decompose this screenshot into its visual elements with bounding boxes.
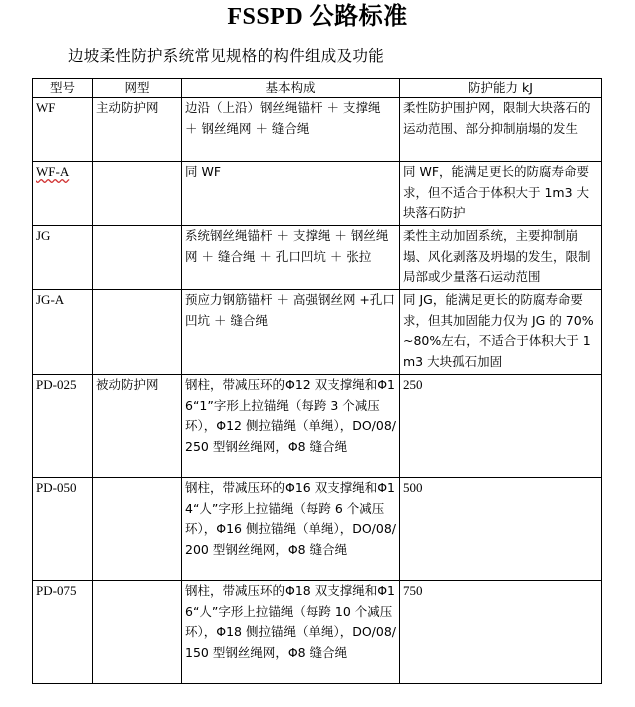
net-type-cell: [93, 162, 182, 226]
table-row: [33, 581, 602, 684]
net-type-cell: [93, 226, 182, 290]
capacity-cell: 750: [400, 581, 602, 684]
document-title: FSSPD 公路标准: [227, 4, 408, 30]
composition-cell: 钢柱，带减压环的Φ18 双支撑绳和Φ16“人”字形上拉锚绳（每跨 10 个减压环），Φ18 侧拉锚绳（单绳），DO/08/150 型钢丝绳网，Φ8 缝合绳: [182, 581, 400, 684]
capacity-cell: 同 WF，能满足更长的防腐寿命要求，但不适合于体积大于 1m3 大块落石防护: [400, 162, 602, 226]
model-cell: PD-075: [33, 581, 93, 684]
table-row: [33, 290, 602, 375]
composition-cell: 预应力钢筋锚杆 ＋ 高强钢丝网 +孔口凹坑 ＋ 缝合绳: [182, 290, 400, 375]
capacity-cell: 500: [400, 478, 602, 581]
model-cell: PD-050: [33, 478, 93, 581]
table-row: [33, 478, 602, 581]
header-model: 型号: [33, 79, 93, 98]
net-type-cell: 被动防护网: [93, 375, 182, 478]
table-row: [33, 98, 602, 162]
table-row: [33, 375, 602, 478]
header-composition: 基本构成: [182, 79, 400, 98]
composition-cell: 同 WF: [182, 162, 400, 226]
composition-cell: 系统钢丝绳锚杆 ＋ 支撑绳 ＋ 钢丝绳网 ＋ 缝合绳 ＋ 孔口凹坑 ＋ 张拉: [182, 226, 400, 290]
composition-cell: 钢柱，带减压环的Φ16 双支撑绳和Φ14“人”字形上拉锚绳（每跨 6 个减压环），Φ16 侧拉锚绳（单绳），DO/08/200 型钢丝绳网，Φ8 缝合绳: [182, 478, 400, 581]
capacity-cell: 250: [400, 375, 602, 478]
net-type-cell: [93, 290, 182, 375]
table-header-row: [33, 79, 602, 98]
model-cell: WF: [33, 98, 93, 162]
table-row: [33, 226, 602, 290]
composition-cell: 边沿（上沿）钢丝绳锚杆 ＋ 支撑绳 ＋ 钢丝绳网 ＋ 缝合绳: [182, 98, 400, 162]
model-cell: JG-A: [33, 290, 93, 375]
table-row: [33, 162, 602, 226]
model-text: WF-A: [36, 164, 70, 179]
capacity-cell: 柔性主动加固系统，主要抑制崩塌、风化剥落及坍塌的发生，限制局部或少量落石运动范围: [400, 226, 602, 290]
spec-table: [32, 78, 602, 684]
net-type-cell: [93, 478, 182, 581]
capacity-cell: 柔性防护围护网，限制大块落石的运动范围、部分抑制崩塌的发生: [400, 98, 602, 162]
header-net-type: 网型: [93, 79, 182, 98]
capacity-cell: 同 JG，能满足更长的防腐寿命要求，但其加固能力仅为 JG 的 70%~80%左右，不适合于体积大于 1m3 大块孤石加固: [400, 290, 602, 375]
net-type-cell: 主动防护网: [93, 98, 182, 162]
composition-cell: 钢柱，带减压环的Φ12 双支撑绳和Φ16“1”字形上拉锚绳（每跨 3 个减压环），Φ12 侧拉锚绳（单绳），DO/08/250 型钢丝绳网，Φ8 缝合绳: [182, 375, 400, 478]
model-cell: JG: [33, 226, 93, 290]
document-subtitle: 边坡柔性防护系统常见规格的构件组成及功能: [68, 47, 385, 65]
model-cell: [33, 162, 93, 226]
header-capacity: 防护能力 kJ: [400, 79, 602, 98]
net-type-cell: [93, 581, 182, 684]
model-cell: PD-025: [33, 375, 93, 478]
